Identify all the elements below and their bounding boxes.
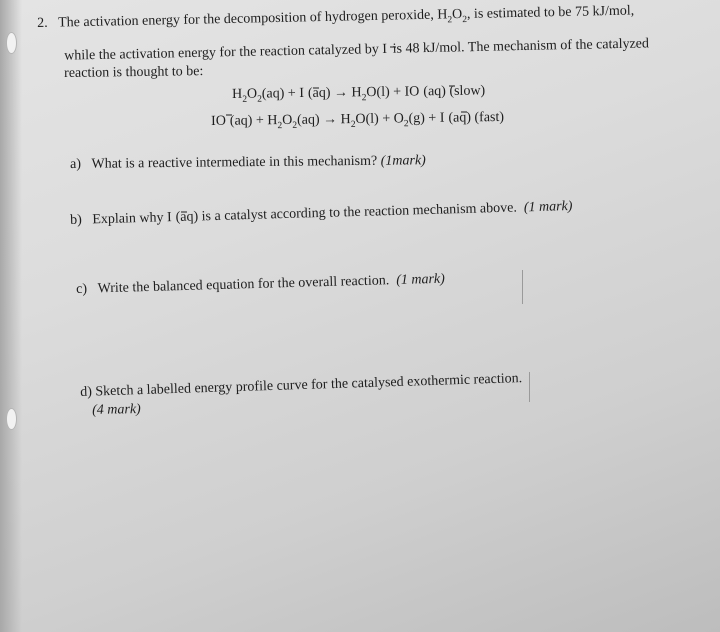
part-d xyxy=(80,371,522,401)
mechanism-step-2: IO $(aq) + H_2O_2(aq) \to H_2O(l) + O_2(g) + I$ (aq) (fast) xyxy=(211,109,505,132)
page-edge-shadow xyxy=(0,0,22,632)
part-c-marks: (1 mark) xyxy=(396,271,446,289)
part-c-question: Write the balanced equation for the overall reaction. xyxy=(97,273,390,297)
part-a-marks: (1mark) xyxy=(380,153,426,169)
part-c xyxy=(76,272,445,298)
question-number: 2. xyxy=(37,15,48,31)
question-intro-line-1: 2. The activation energy for the decomposition of hydrogen peroxide, $H_2O_2$, is estimated to be 75 kJ/mol, xyxy=(37,3,635,31)
part-d-label: d) xyxy=(80,384,93,400)
part-d-question: Sketch a labelled energy profile curve for the catalysed exothermic reaction. xyxy=(95,371,523,400)
question-intro-line-2: while the activation energy for the reaction catalyzed by I is 48 kJ/mol. The mechanism of the catalyzed xyxy=(64,36,650,64)
margin-line xyxy=(522,270,523,304)
part-c-label: c) xyxy=(76,281,88,297)
part-b-question-post: (aq) is a catalyst according to the reaction mechanism above. xyxy=(175,200,518,226)
binder-hole-bottom xyxy=(6,408,17,430)
part-a-label: a) xyxy=(70,156,82,172)
part-b-label: b) xyxy=(70,212,83,228)
part-b-marks: (1 mark) xyxy=(523,198,573,216)
binder-hole-top xyxy=(6,32,17,54)
mechanism-step-1: $H_2O_2(aq) + I$ $(aq) \to H_2O(l)$ + IO (aq) (slow) xyxy=(232,83,486,105)
question-intro-line-3: reaction is thought to be: xyxy=(64,64,204,81)
part-d-marks: (4 mark) xyxy=(92,401,141,418)
part-b-question-pre: Explain why I xyxy=(92,210,172,228)
part-a-question: What is a reactive intermediate in this mechanism? xyxy=(91,153,378,172)
part-b xyxy=(70,199,573,229)
margin-line xyxy=(529,372,530,402)
part-a xyxy=(70,153,426,173)
